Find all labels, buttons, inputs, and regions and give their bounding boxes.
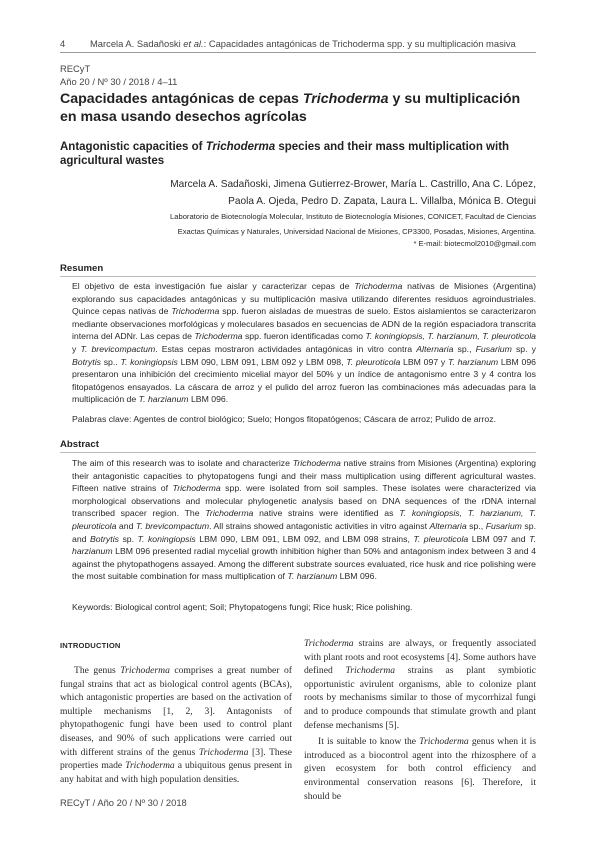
introduction-heading: INTRODUCTION bbox=[60, 641, 121, 650]
header-rule bbox=[60, 52, 536, 53]
title-spanish: Capacidades antagónicas de cepas Trichoderma y su multiplicación en masa usando desechos agrícolas bbox=[60, 91, 521, 125]
author-list: Marcela A. Sadañoski, Jimena Gutierrez-Brower, María L. Castrillo, Ana C. López, Paola A. Ojeda, Pedro D. Zapata, Laura L. Villalba, Mónica B. Otegui bbox=[170, 179, 536, 207]
palabras-clave: Palabras clave: Agentes de control biológico; Suelo; Hongos fitopatógenos; Cáscara de arroz; Pulido de arroz. bbox=[72, 414, 497, 424]
intro-paragraph: The genus Trichoderma comprises a great number of fungal strains that act as biological control agents (BCAs), which antagonistic properties are based on the activation of multiple mechanisms [1, 2, 3]. Antagonists of phytopathogenic fungi have been used to control plant diseases, and 90% of such applications were carried out with different strains of the genus Trichoderma [3]. These properties made Trichoderma a ubiquitous genus present in any habitat and with high population densities. bbox=[60, 665, 293, 785]
abstract-rule bbox=[60, 452, 536, 453]
resumen-body: El objetivo de esta investigación fue aislar y caracterizar cepas de Trichoderma nativas de Misiones (Argentina) explorando sus capacidades antagónicas y su multiplicación masiva utilizando diferentes residuos agroindustriales. Quince cepas nativas de Trichoderma spp. fueron aisladas de muestras de suelo. Estos aislamientos se caracterizaron mediante observaciones morfológicas y moleculares basados en secuencias de ADN de la región espaciadora transcrita interna del ADNr. Las cepas de Trichoderma spp. fueron identificadas como T. koningiopsis, T. harzianum, T. pleuroticola y T. brevicompactum. Estas cepas mostraron actividades antagónicas in vitro contra Alternaria sp., Fusarium sp. y Botrytis sp.. T. koningiopsis LBM 090, LBM 091, LBM 092 y LBM 098, T. pleuroticola LBM 097 y T. harzianum LBM 096 presentaron una inhibición del crecimiento micelial mayor del 50% y un índice de antagonismo entre 3 y 4 contra los fitopatógenos ensayados. La cáscara de arroz y el pulido del arroz fueron las combinaciones más adecuadas para la multiplicación de T. harzianum LBM 096. bbox=[72, 281, 536, 405]
intro-column-left bbox=[60, 664, 292, 786]
affiliation: Laboratorio de Biotecnología Molecular, Instituto de Biotecnología Misiones, CONICET, Facultad de Ciencias Exactas Químicas y Naturales, Universidad Nacional de Misiones, CP3300, Posadas, Misiones, Argentina. bbox=[170, 212, 536, 236]
running-head: Marcela A. Sadañoski et al.: Capacidades antagónicas de Trichoderma spp. y su multiplicación masiva bbox=[90, 38, 516, 49]
title-english: Antagonistic capacities of Trichoderma species and their mass multiplication with agricultural wastes bbox=[60, 141, 510, 168]
page-number: 4 bbox=[60, 38, 66, 49]
intro-paragraph: Trichoderma strains are always, or frequently associated with plant roots and root ecosystems [4]. Some authors have defined Trichoderma strains as plant symbiotic opportunistic avirulent organisms, able to colonize plant roots by mechanisms similar to those of mycorrhizal fungi and to produce compounds that stimulate growth and plant defense mechanisms [5]. bbox=[304, 638, 536, 731]
intro-column-right bbox=[304, 637, 536, 803]
resumen-rule bbox=[60, 276, 536, 277]
resumen-heading: Resumen bbox=[60, 263, 104, 274]
contact-email: * E-mail: biotecmol2010@gmail.com bbox=[413, 239, 536, 248]
journal-issue: Año 20 / Nº 30 / 2018 / 4–11 bbox=[60, 76, 178, 87]
abstract-body: The aim of this research was to isolate and characterize Trichoderma native strains from Misiones (Argentina) exploring their antagonistic capacities to phytopatogens fungi and their mass multiplication using different agricultural wastes. Fifteen native strains of Trichoderma spp. were isolated from soil samples. These isolates were characterized via morphological observations and molecular phylogenetic analysis based on DNA sequences of the rDNA internal transcribed spacer region. The Trichoderma native strains were identified as T. koningiopsis, T. harzianum, T. pleuroticola and T. brevicompactum. All strains showed antagonistic activities in vitro against Alternaria sp., Fusarium sp. and Botrytis sp. T. koningiopsis LBM 090, LBM 091, LBM 092, and LBM 098 strains, T. pleuroticola LBM 097 and T. harzianum LBM 096 presented radial mycelial growth inhibition higher than 50% and antagonism index between 3 and 4 against the phytopathogens assayed. Among the different substrate sources evaluated, rice husk and rice polishing were the most suitable combination for mass multiplication of T. harzianum LBM 096. bbox=[72, 458, 537, 582]
journal-name: RECyT bbox=[60, 63, 91, 74]
abstract-heading: Abstract bbox=[60, 439, 99, 450]
intro-paragraph: It is suitable to know the Trichoderma genus when it is introduced as a biocontrol agent into the rhizosphere of a given ecosystem for both control efficiency and environmental conservation reasons [6]. Therefore, it should be bbox=[304, 736, 536, 802]
page-footer: RECyT / Año 20 / Nº 30 / 2018 bbox=[60, 797, 187, 808]
keywords: Keywords: Biological control agent; Soil; Phytopatogens fungi; Rice husk; Rice polishing. bbox=[72, 602, 413, 612]
